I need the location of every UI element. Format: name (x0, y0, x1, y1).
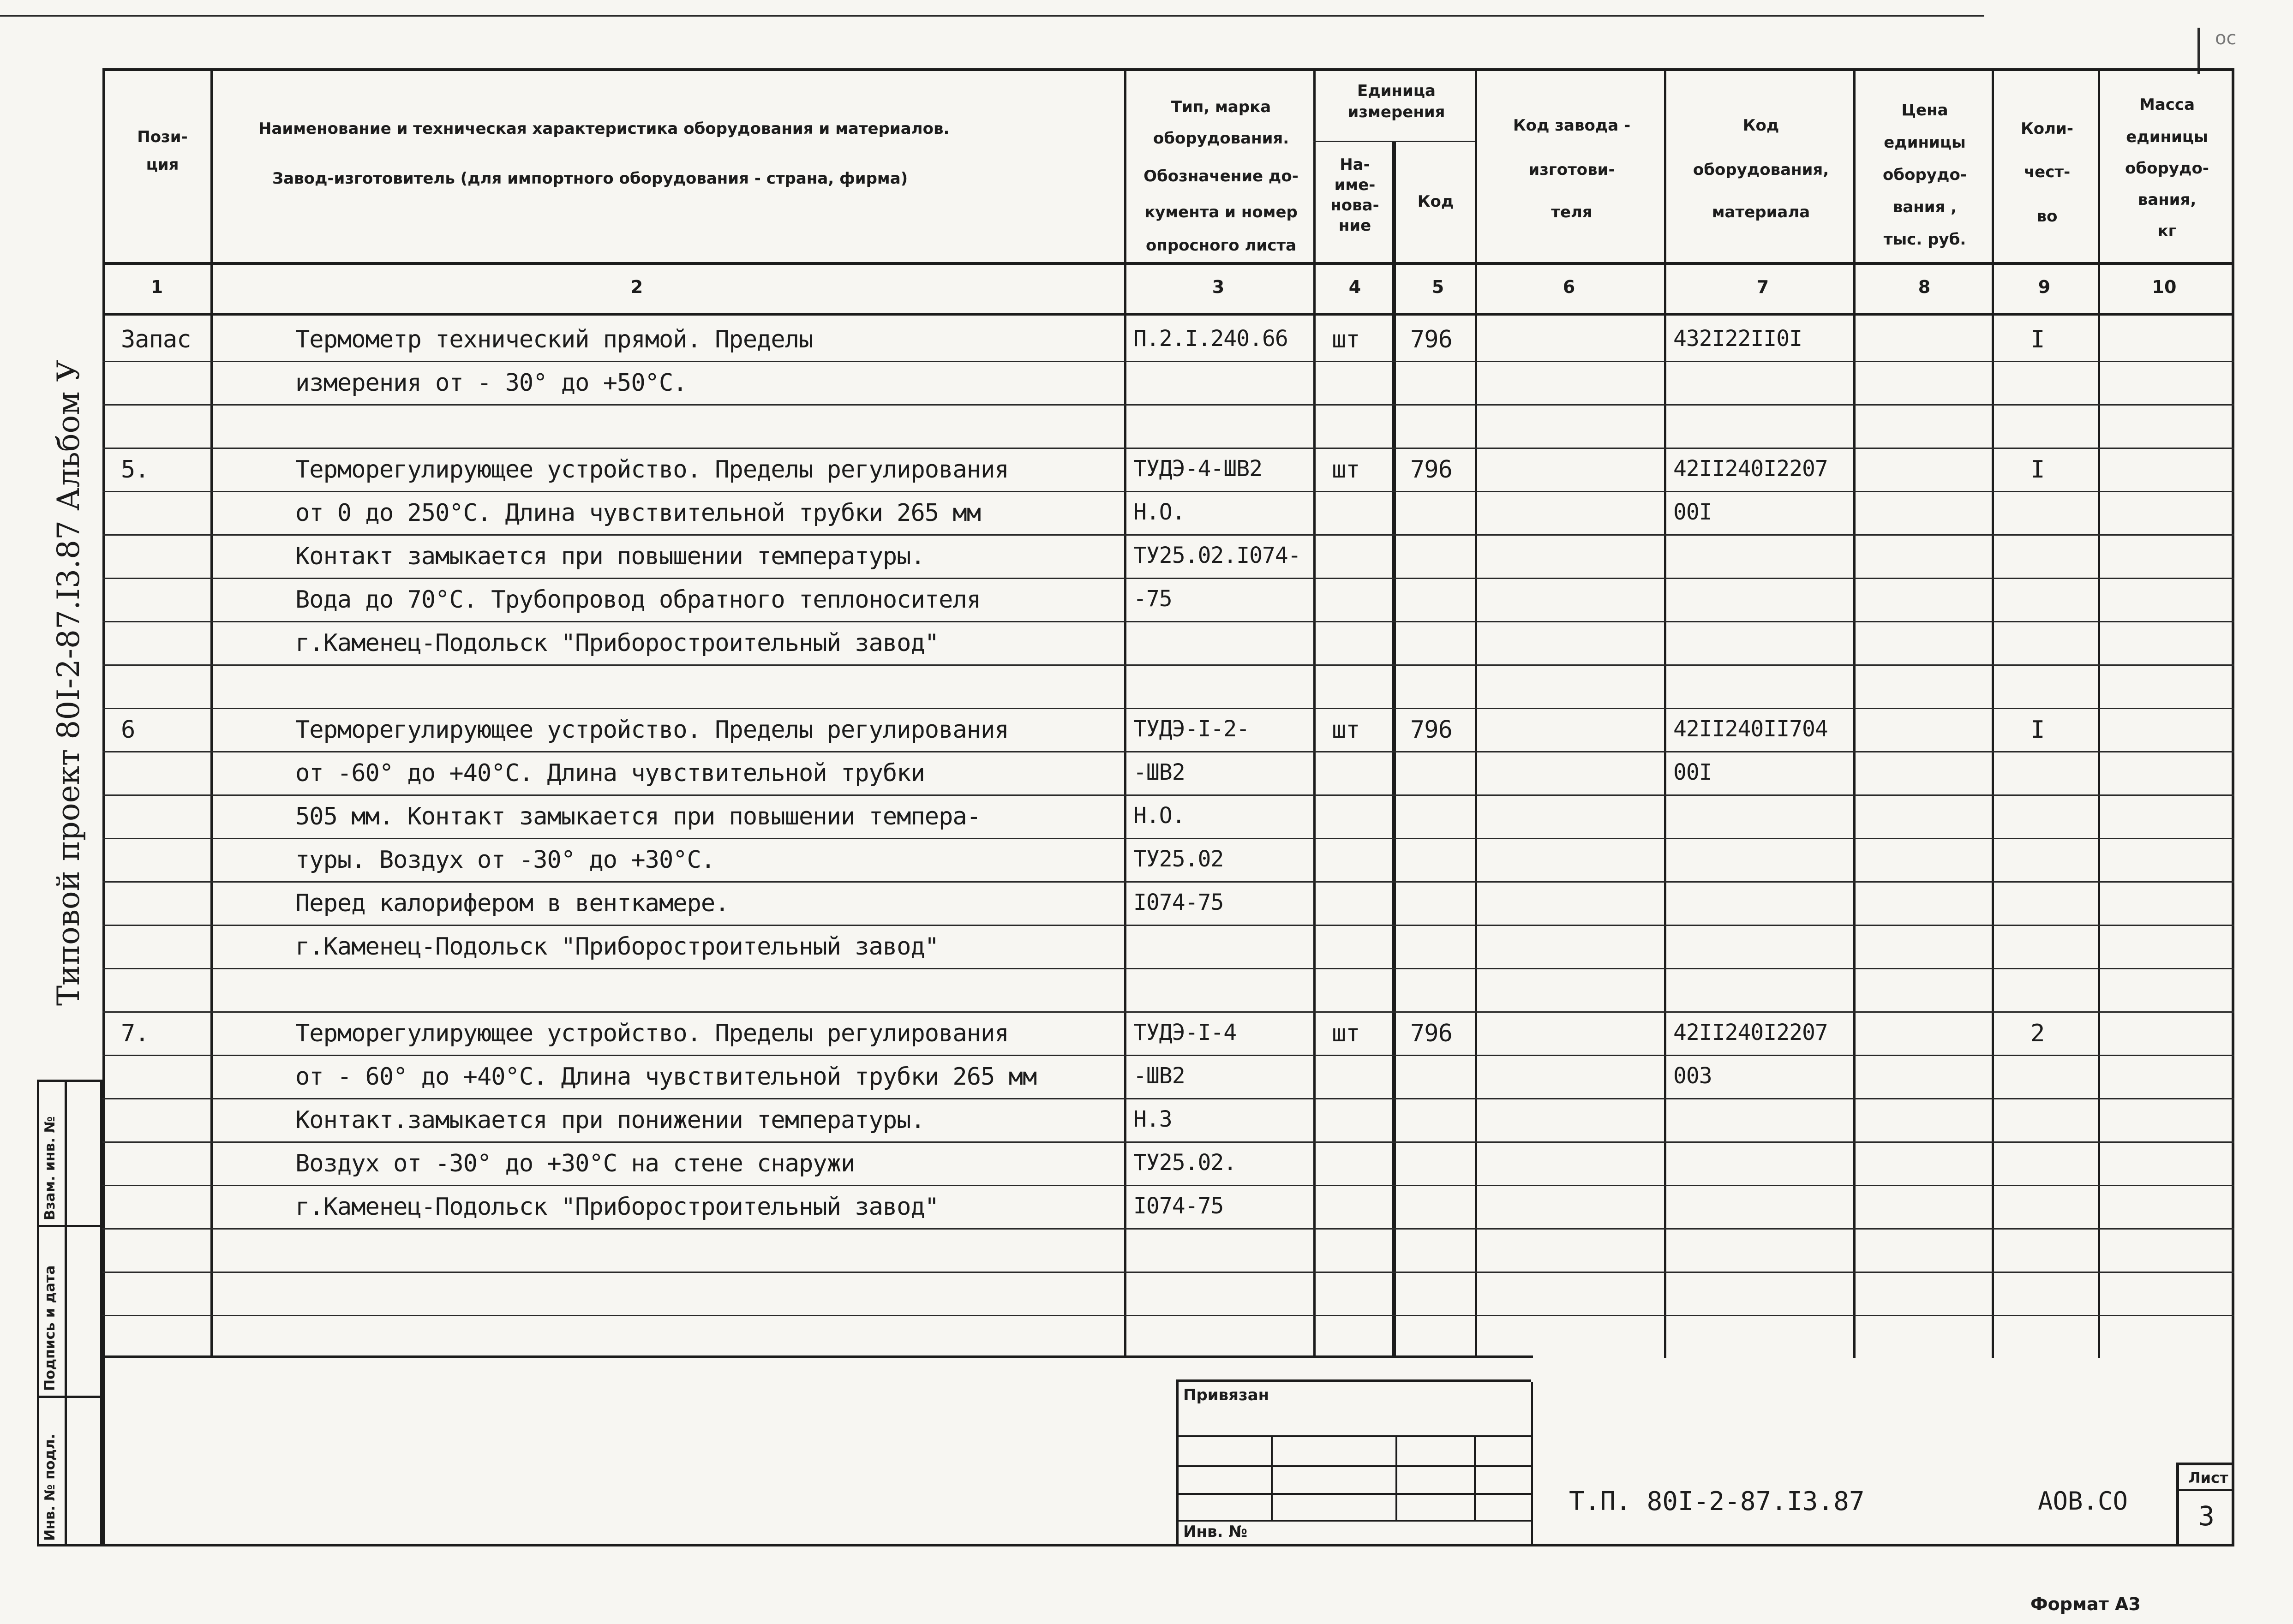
header-text: единицы (2126, 128, 2208, 146)
cell-type: -ШВ2 (1133, 1063, 1185, 1089)
cell-name: Контакт замыкается при повышении температуры. (295, 543, 925, 570)
column-number: 2 (630, 277, 643, 297)
row-line (102, 1055, 2234, 1056)
cell-type: Н.О. (1133, 499, 1185, 525)
cell-equip-code: 42II240II704 (1673, 716, 1828, 742)
cell-name: г.Каменец-Подольск "Приборостроительный завод" (295, 629, 939, 657)
cell-type: ТУ25.02.I074- (1133, 543, 1301, 568)
cell-type: -ШВ2 (1133, 759, 1185, 785)
row-line (102, 1315, 2234, 1316)
header-text: оборудо- (1883, 166, 1967, 184)
header-text: чест- (2024, 163, 2071, 181)
cell-name: Терморегулирующее устройство. Пределы регулирования (295, 456, 1009, 484)
cell-equip-code: 00I (1673, 759, 1712, 785)
row-line (102, 1011, 2234, 1013)
header-text: единицы (1884, 133, 1966, 152)
header-text: Завод-изготовитель (для импортного оборудования - страна, фирма) (272, 169, 908, 188)
row-line (102, 968, 2234, 969)
cell-type: ТУ25.02. (1133, 1150, 1237, 1176)
sheet-number: 3 (2198, 1500, 2215, 1532)
cell-name: Контакт.замыкается при понижении температуры. (295, 1106, 925, 1134)
header-text: оборудования, (1693, 161, 1829, 179)
header-text: Коли- (2021, 119, 2073, 138)
stamp-line (1179, 1520, 1531, 1522)
column-number: 10 (2152, 277, 2177, 297)
cell-name: от - 60° до +40°С. Длина чувствительной трубки 265 мм (295, 1063, 1037, 1091)
cell-type: ТУДЭ-I-4 (1133, 1020, 1237, 1045)
sheet-box-divider (2179, 1489, 2234, 1491)
cell-unit: шт (1332, 326, 1360, 353)
cell-name: от -60° до +40°С. Длина чувствительной трубки (295, 759, 925, 787)
cell-unit: шт (1332, 456, 1360, 484)
cell-qty: I (2030, 326, 2045, 353)
cell-name: г.Каменец-Подольск "Приборостроительный завод" (295, 933, 939, 961)
cell-type: I074-75 (1133, 1193, 1224, 1219)
column-number: 8 (1918, 277, 1931, 297)
cell-name: от 0 до 250°С. Длина чувствительной трубки 265 мм (295, 499, 981, 527)
col-line (1392, 141, 1396, 1358)
column-number: 1 (150, 277, 163, 297)
row-line (102, 578, 2234, 579)
cell-name: 505 мм. Контакт замыкается при повышении темпера- (295, 803, 981, 830)
stamp-line (1271, 1435, 1273, 1520)
top-edge-line (0, 15, 1984, 17)
cell-name: туры. Воздух от -30° до +30°С. (295, 846, 715, 874)
cell-pos: 5. (121, 456, 149, 484)
cell-type: ТУДЭ-4-ШВ2 (1133, 456, 1262, 482)
cell-equip-code: 003 (1673, 1063, 1712, 1089)
column-number: 6 (1563, 277, 1575, 297)
cell-code: 796 (1410, 1020, 1452, 1047)
cell-unit: шт (1332, 716, 1360, 744)
row-line (102, 925, 2234, 926)
stamp-line (1179, 1435, 1531, 1437)
cell-name: Терморегулирующее устройство. Пределы регулирования (295, 716, 1009, 744)
header-text: измерения (1347, 103, 1445, 121)
column-number: 9 (2038, 277, 2051, 297)
sheet-label: Лист (2188, 1469, 2228, 1487)
cell-name: Термометр технический прямой. Пределы (295, 326, 813, 353)
cell-equip-code: 42II240I2207 (1673, 456, 1828, 482)
strip-divider (65, 1082, 67, 1544)
header-text: оборудования. (1153, 129, 1289, 148)
rows-bottom-line-right (1392, 1355, 1530, 1358)
cell-name: Воздух от -30° до +30°С на стене снаружи (295, 1150, 855, 1177)
document-designation: Т.П. 80I-2-87.I3.87 (1569, 1487, 1865, 1517)
header-text: материала (1712, 203, 1810, 221)
strip-row-sep (39, 1225, 100, 1227)
header-text: Код завода - (1513, 116, 1631, 135)
header-text: оборудо- (2125, 159, 2209, 178)
row-line (102, 751, 2234, 752)
header-text: изготови- (1528, 161, 1615, 179)
binding-strip (37, 1080, 102, 1546)
row-line (102, 794, 2234, 796)
cell-pos: 6 (121, 716, 135, 744)
colnum-bottom-line (102, 313, 2234, 316)
rows-bottom-line (102, 1355, 1533, 1358)
row-line (102, 491, 2234, 492)
stamp-linked-label: Привязан (1183, 1386, 1269, 1404)
cell-name: Вода до 70°С. Трубопровод обратного теплоносителя (295, 586, 981, 614)
row-line (102, 1098, 2234, 1099)
row-line (102, 534, 2234, 536)
header-text: во (2036, 207, 2058, 226)
sheet-box (2176, 1463, 2234, 1546)
header-text: вания, (2137, 191, 2197, 209)
row-line (102, 1272, 2234, 1273)
cell-name: г.Каменец-Подольск "Приборостроительный завод" (295, 1193, 939, 1221)
header-text: име- (1334, 176, 1376, 194)
strip-label-original-inv: Инв. № подл. (42, 1433, 58, 1541)
column-number: 5 (1431, 277, 1444, 297)
cell-code: 796 (1410, 456, 1452, 484)
cell-type: I074-75 (1133, 890, 1224, 915)
cell-equip-code: 432I22II0I (1673, 326, 1802, 352)
cell-type: -75 (1133, 586, 1172, 612)
header-text: Масса (2139, 96, 2195, 114)
album-side-title: Типовой проект 80I-2-87.I3.87 Альбом У (51, 359, 86, 1006)
header-text: кумента и номер (1144, 203, 1298, 221)
row-line (102, 838, 2234, 839)
cell-code: 796 (1410, 716, 1452, 744)
strip-label-signature-date: Подпись и дата (42, 1265, 58, 1391)
cell-code: 796 (1410, 326, 1452, 353)
unit-group-divider (1313, 141, 1475, 142)
linked-stamp (1176, 1379, 1531, 1546)
cell-pos: 7. (121, 1020, 149, 1047)
header-text: ние (1338, 216, 1371, 235)
stamp-line (1474, 1435, 1476, 1520)
stamp-line (1531, 1382, 1533, 1546)
stamp-line (1395, 1435, 1397, 1520)
corner-mark: ос (2215, 28, 2237, 49)
cell-name: Перед калорифером в венткамере. (295, 890, 729, 917)
header-text: нова- (1330, 196, 1379, 215)
cell-type: ТУ25.02 (1133, 846, 1224, 872)
stamp-inv-label: Инв. № (1183, 1522, 1248, 1541)
header-text: Цена (1901, 101, 1948, 119)
paper-format: Формат А3 (2030, 1594, 2141, 1614)
header-unit-code: Код (1417, 192, 1454, 211)
stamp-line (1179, 1493, 1531, 1495)
row-line (102, 621, 2234, 622)
row-line (102, 881, 2234, 883)
strip-label-replaced-inv: Взам. инв. № (42, 1116, 58, 1220)
cell-name: измерения от - 30° до +50°С. (295, 369, 687, 397)
header-text: Тип, марка (1171, 98, 1271, 116)
header-text: Обозначение до- (1144, 167, 1299, 185)
header-text: На- (1340, 155, 1370, 174)
column-number: 7 (1756, 277, 1769, 297)
cell-name: Терморегулирующее устройство. Пределы регулирования (295, 1020, 1009, 1047)
row-line (102, 708, 2234, 709)
header-text: опросного листа (1145, 236, 1297, 255)
header-text: ция (146, 155, 179, 174)
cell-equip-code: 42II240I2207 (1673, 1020, 1828, 1045)
header-bottom-line (102, 262, 2234, 265)
row-line (102, 664, 2234, 666)
row-line (102, 1228, 2234, 1230)
header-text: кг (2157, 222, 2177, 240)
header-text: Пози- (137, 128, 188, 146)
header-text: тыс. руб. (1883, 230, 1966, 249)
row-line (102, 1141, 2234, 1143)
top-right-mark (2197, 28, 2200, 74)
header-text: Наименование и техническая характеристика оборудования и материалов. (258, 119, 950, 138)
column-number: 3 (1212, 277, 1225, 297)
row-line (102, 448, 2234, 449)
row-line (102, 361, 2234, 362)
cell-type: Н.З (1133, 1106, 1172, 1132)
cell-type: ТУДЭ-I-2- (1133, 716, 1250, 742)
header-text: вания , (1892, 198, 1957, 216)
cell-pos: Запас (121, 326, 191, 353)
row-line (102, 1185, 2234, 1186)
column-number: 4 (1348, 277, 1361, 297)
cell-type: П.2.I.240.66 (1133, 326, 1288, 352)
cell-type: Н.О. (1133, 803, 1185, 829)
header-text: Единица (1357, 82, 1436, 100)
cell-equip-code: 00I (1673, 499, 1712, 525)
cell-qty: I (2030, 456, 2045, 484)
stamp-line (1179, 1465, 1531, 1467)
cell-unit: шт (1332, 1020, 1360, 1047)
cell-qty: 2 (2030, 1020, 2045, 1047)
header-text: теля (1551, 203, 1593, 221)
header-text: Код (1742, 116, 1779, 135)
cell-qty: I (2030, 716, 2045, 744)
strip-row-sep (39, 1396, 100, 1398)
row-line (102, 404, 2234, 406)
document-code: АОВ.СО (2038, 1487, 2128, 1516)
